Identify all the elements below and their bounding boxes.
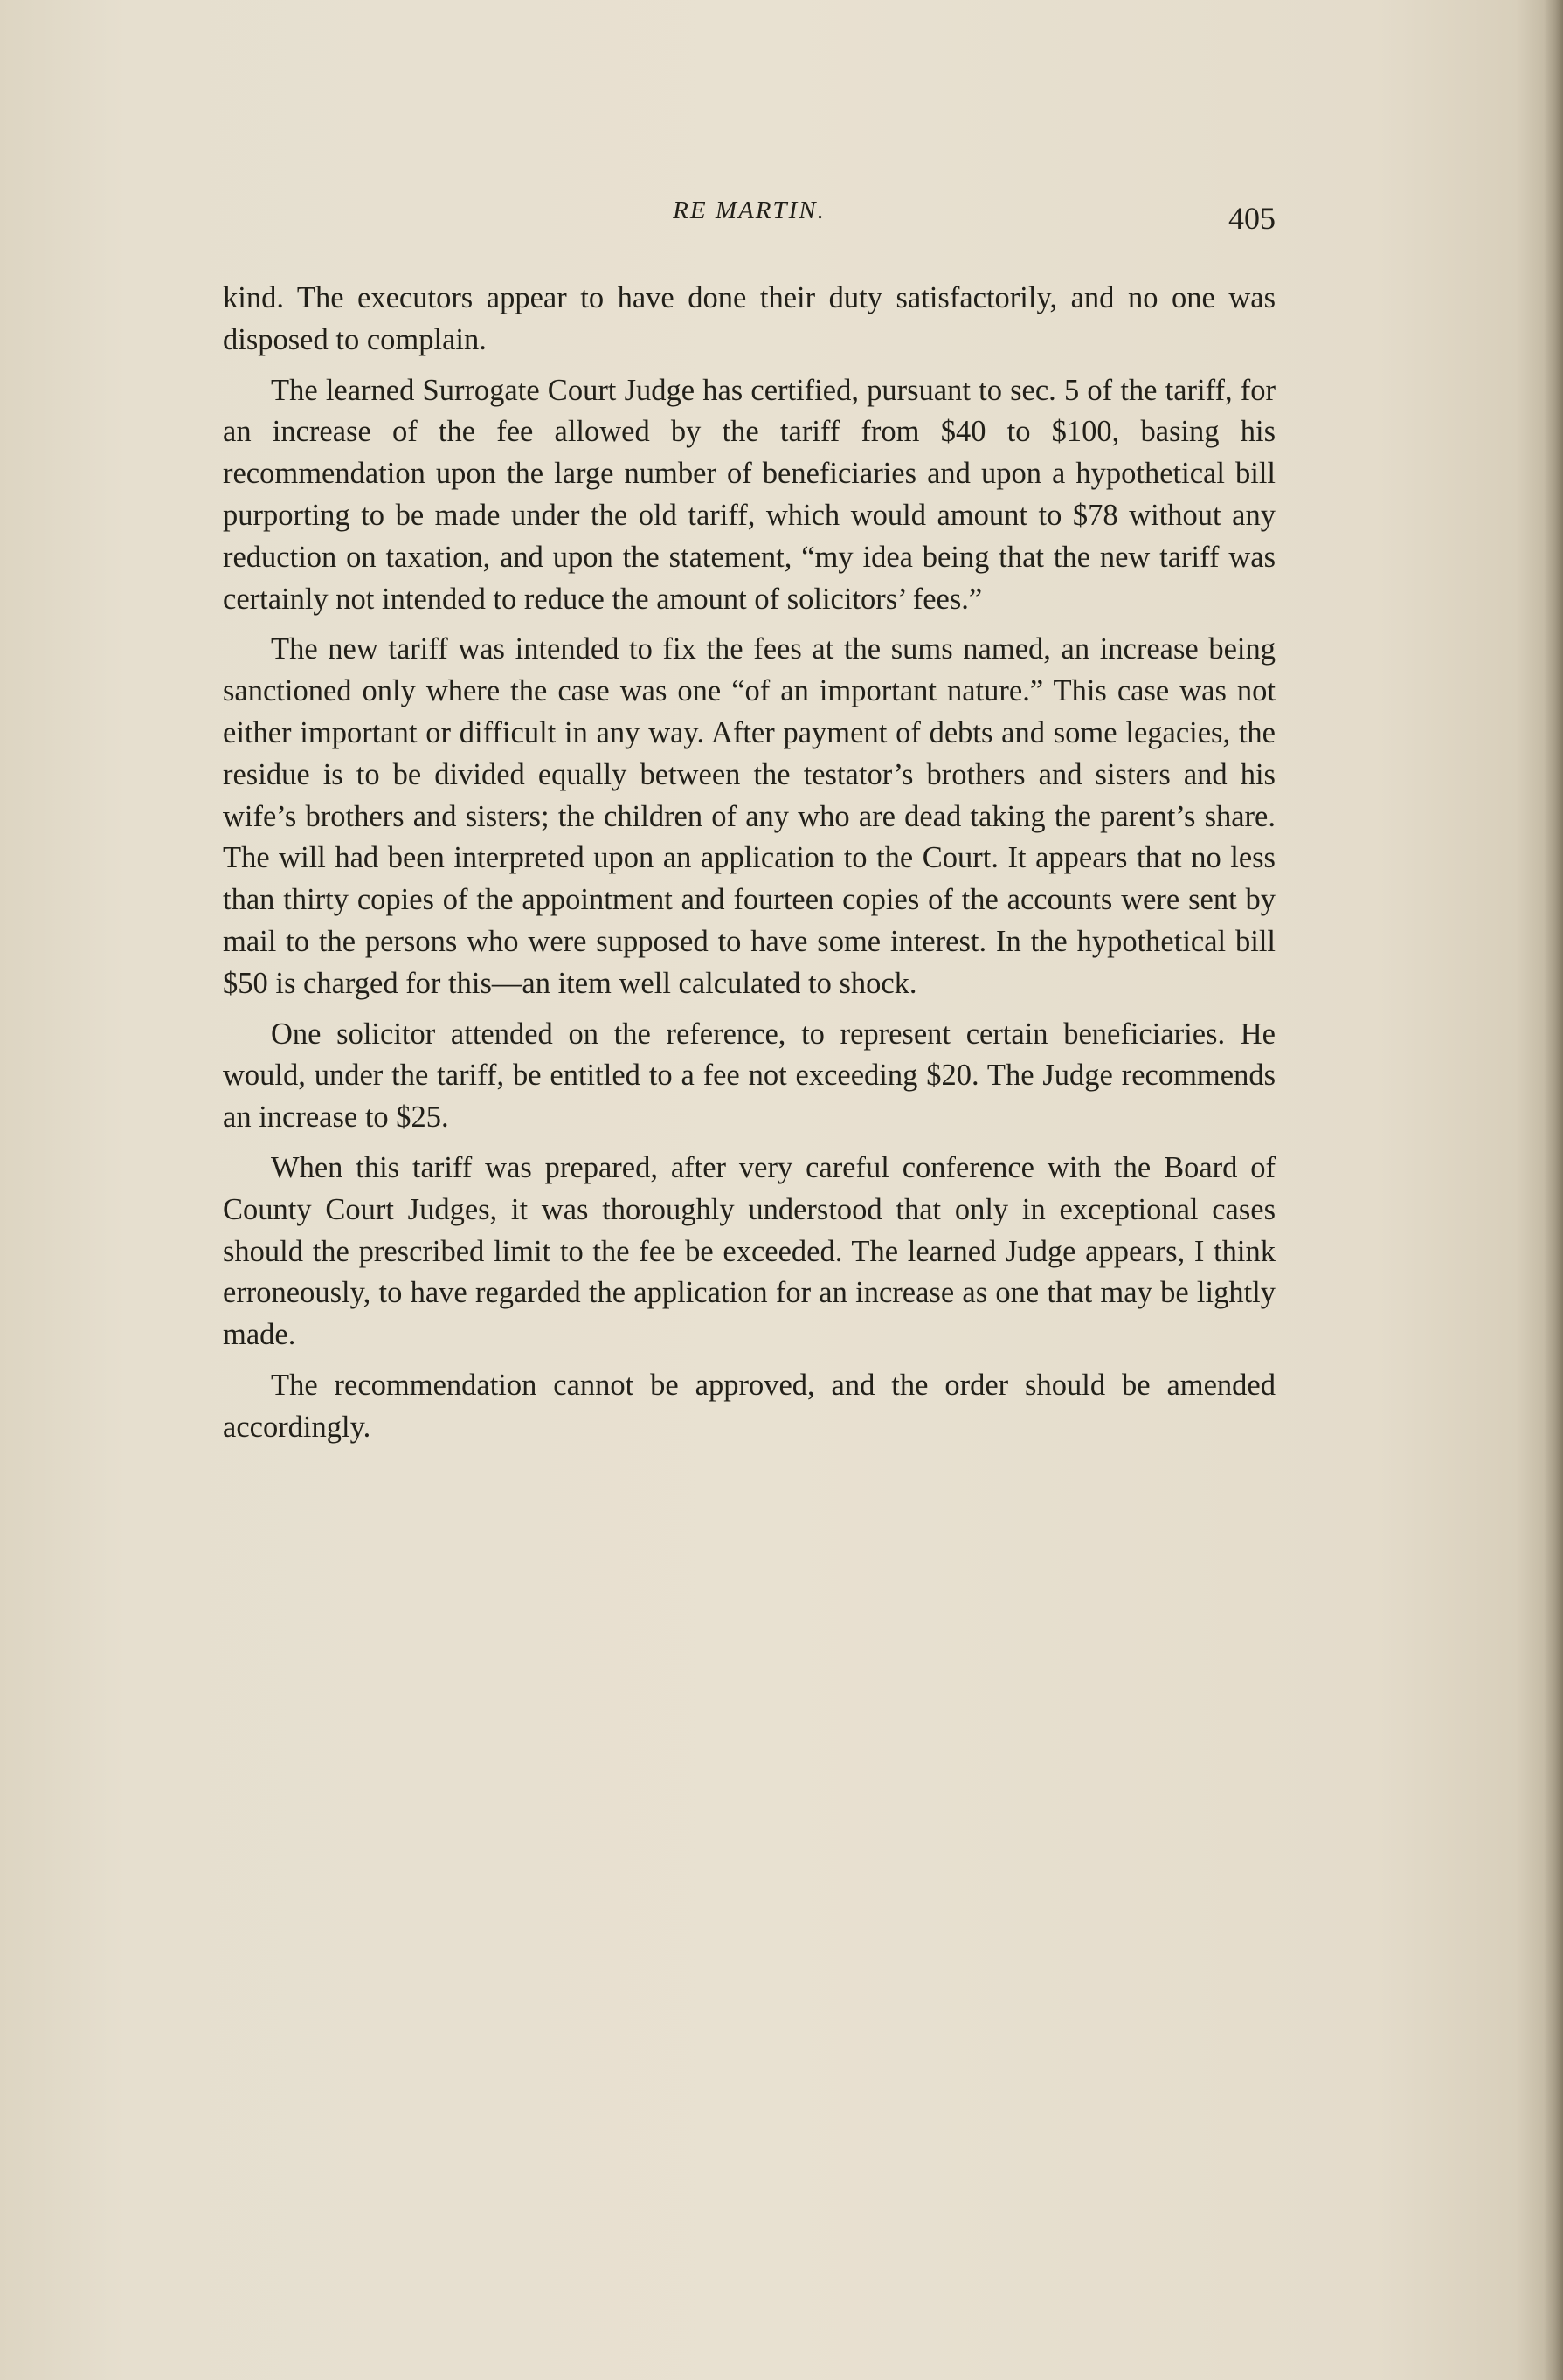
body-text xyxy=(223,278,1276,1458)
paragraph-certification: The learned Surrogate Court Judge has certified, pursuant to sec. 5 of the tariff, for an increase of the fee allowed by the tariff from $40 to $100, basing his recommendation upon the large number of beneficiaries and upon a hypothetical bill purporting to be made under the old tariff, which would amount to $78 without any reduction on taxation, and upon the statement, “my idea being that the new tariff was certainly not intended to reduce the amount of solicitors’ fees.” xyxy=(223,373,1276,616)
paragraph-tariff-preparation: When this tariff was prepared, after very careful conference with the Board of County Court Judges, it was thoroughly understood that only in exceptional cases should the prescribed limit to the fee be exceeded. The learned Judge appears, I think erroneously, to have regarded the application for an increase as one that may be lightly made. xyxy=(223,1150,1276,1352)
paragraph-conclusion: The recommendation cannot be approved, and the order should be amended accordingly. xyxy=(223,1368,1276,1444)
page-header xyxy=(223,197,1276,249)
running-title: RE MARTIN. xyxy=(673,197,826,224)
page-edge-shadow xyxy=(1544,0,1563,2380)
page-number: 405 xyxy=(1228,201,1276,236)
paragraph-continued: kind. The executors appear to have done their duty satisfactorily, and no one was disposed to complain. xyxy=(223,281,1276,356)
paragraph-solicitor-fee: One solicitor attended on the reference, to represent certain beneficiaries. He would, under the tariff, be entitled to a fee not exceeding $20. The Judge recommends an increase to $25. xyxy=(223,1017,1276,1135)
paragraph-tariff-intent: The new tariff was intended to fix the fees at the sums named, an increase being sanctioned only where the case was one “of an important nature.” This case was not either important or difficult in any way. After payment of debts and some legacies, the residue is to be divided equally between the testator’s brothers and sisters and his wife’s brothers and sisters; the children of any who are dead taking the parent’s share. The will had been interpreted upon an application to the Court. It appears that no less than thirty copies of the appointment and fourteen copies of the accounts were sent by mail to the persons who were supposed to have some interest. In the hypothetical bill $50 is charged for this—an item well calculated to shock. xyxy=(223,632,1276,1000)
